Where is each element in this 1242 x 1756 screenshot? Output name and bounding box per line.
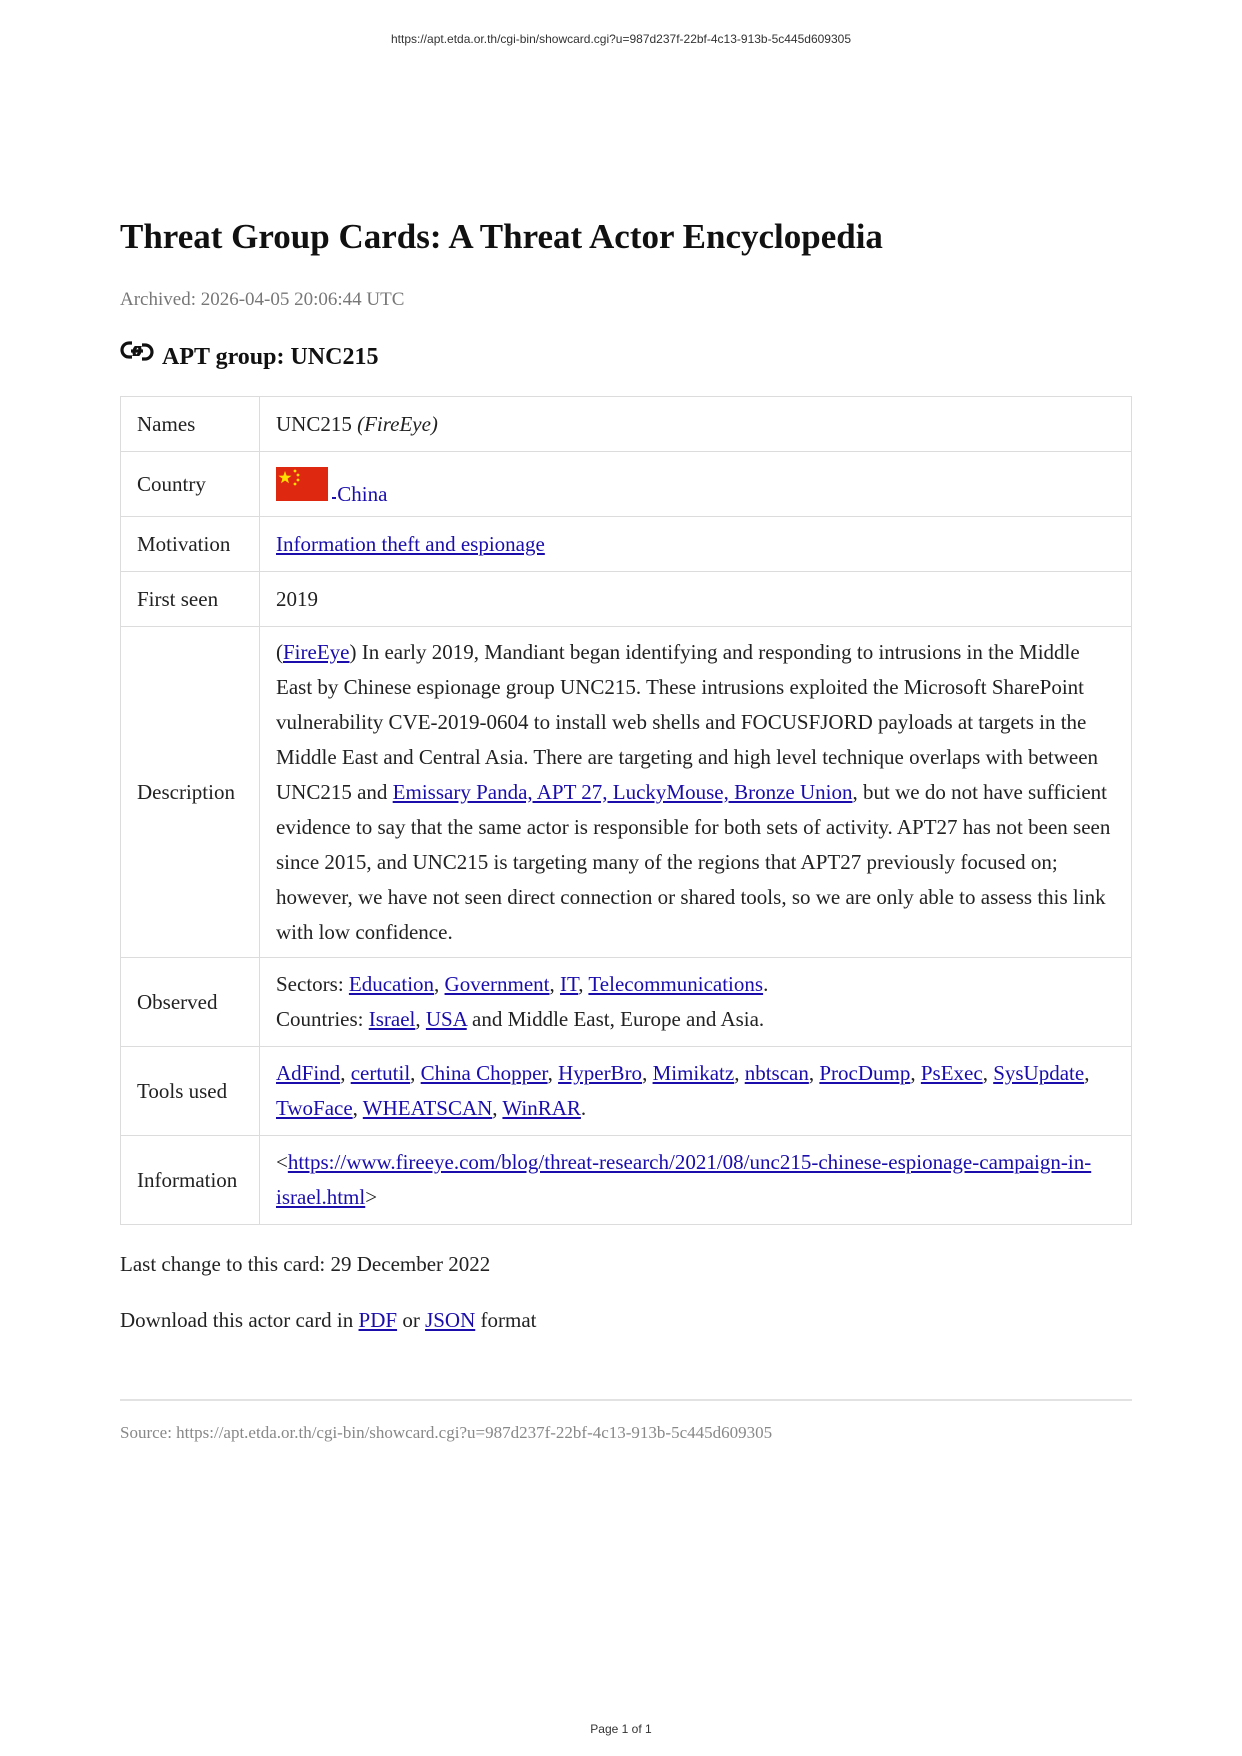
description-open-paren: ( bbox=[276, 639, 283, 664]
group-heading-text: APT group: UNC215 bbox=[162, 344, 379, 370]
table-row-motivation bbox=[121, 517, 1132, 572]
tool-link-wheatscan[interactable]: WHEATSCAN bbox=[362, 1096, 493, 1120]
first-seen-value: 2019 bbox=[260, 572, 1132, 627]
source-url: Source: https://apt.etda.or.th/cgi-bin/showcard.cgi?u=987d237f-22bf-4c13-913b-5c445d609305 bbox=[120, 1423, 773, 1442]
observed-countries: Countries: Israel, USA and Middle East, Europe and Asia. bbox=[276, 1007, 765, 1031]
tools-value: AdFind, certutil, China Chopper, HyperBro, Mimikatz, nbtscan, ProcDump, PsExec, SysUpdate, TwoFace, WHEATSCAN, WinRAR. bbox=[260, 1047, 1132, 1136]
countries-suffix: and Middle East, Europe and Asia. bbox=[466, 1007, 765, 1031]
tools-label: Tools used bbox=[121, 1047, 260, 1136]
tool-link-twoface[interactable]: TwoFace bbox=[276, 1096, 353, 1120]
country-value bbox=[260, 452, 1132, 517]
tool-link-nbtscan[interactable]: nbtscan bbox=[744, 1061, 809, 1085]
china-flag-icon bbox=[276, 467, 328, 501]
sector-link-education[interactable]: Education bbox=[348, 972, 435, 996]
group-heading bbox=[120, 340, 1132, 372]
download-line bbox=[120, 1305, 1132, 1335]
observed-label: Observed bbox=[121, 958, 260, 1047]
sector-link-it[interactable]: IT bbox=[560, 972, 579, 996]
tool-link-psexec[interactable]: PsExec bbox=[920, 1061, 983, 1085]
information-label: Information bbox=[121, 1136, 260, 1225]
country-name: China bbox=[332, 482, 388, 506]
names-value bbox=[260, 397, 1132, 452]
tool-link-mimikatz[interactable]: Mimikatz bbox=[652, 1061, 735, 1085]
table-row-description bbox=[121, 627, 1132, 958]
sector-link-government[interactable]: Government bbox=[444, 972, 550, 996]
tool-link-china-chopper[interactable]: China Chopper bbox=[420, 1061, 548, 1085]
page-title: Threat Group Cards: A Threat Actor Encyclopedia bbox=[120, 217, 883, 256]
description-label: Description bbox=[121, 627, 260, 958]
header-url: https://apt.etda.or.th/cgi-bin/showcard.cgi?u=987d237f-22bf-4c13-913b-5c445d609305 bbox=[391, 32, 851, 46]
tool-link-certutil[interactable]: certutil bbox=[350, 1061, 411, 1085]
motivation-link[interactable]: Information theft and espionage bbox=[276, 531, 545, 556]
observed-value bbox=[260, 958, 1132, 1047]
names-label: Names bbox=[121, 397, 260, 452]
tool-link-procdump[interactable]: ProcDump bbox=[819, 1061, 911, 1085]
description-text-2: , but we do not have sufficient evidence to say that the same actor is responsible for both sets of activity. APT27 has not been seen since 2015, and UNC215 is targeting many of the regions that APT27 previously focused on; however, we have not seen direct connection or shared tools, so we are only able to assess this link with low confidence. bbox=[276, 779, 1111, 944]
tool-link-adfind[interactable]: AdFind bbox=[276, 1061, 341, 1085]
description-text-1: ) In early 2019, Mandiant began identifying and responding to intrusions in the Middle East by Chinese espionage group UNC215. These intrusions exploited the Microsoft SharePoint vulnerability CVE-2019-0604 to install web shells and FOCUSFJORD payloads at targets in the Middle East and Central Asia. There are targeting and high level technique overlaps with between UNC215 and bbox=[276, 639, 1099, 804]
last-change-text: Last change to this card: 29 December 2022 bbox=[120, 1252, 491, 1276]
actor-card-table bbox=[120, 396, 1132, 1225]
link-icon[interactable] bbox=[120, 340, 154, 362]
table-row-names bbox=[121, 397, 1132, 452]
country-link[interactable] bbox=[276, 476, 388, 506]
download-or: or bbox=[397, 1308, 426, 1332]
table-row-first-seen bbox=[121, 572, 1132, 627]
country-label: Country bbox=[121, 452, 260, 517]
motivation-label: Motivation bbox=[121, 517, 260, 572]
information-url-link[interactable]: https://www.fireeye.com/blog/threat-research/2021/08/unc215-chinese-espionage-campaign-in-israel.html bbox=[276, 1150, 1092, 1209]
main-content bbox=[120, 212, 1132, 1445]
info-open-bracket: < bbox=[276, 1150, 288, 1174]
archived-timestamp: Archived: 2026-04-05 20:06:44 UTC bbox=[120, 289, 405, 310]
motivation-value bbox=[260, 517, 1132, 572]
table-row-information bbox=[121, 1136, 1132, 1225]
table-row-observed bbox=[121, 958, 1132, 1047]
table-row-tools bbox=[121, 1047, 1132, 1136]
sector-link-telecommunications[interactable]: Telecommunications bbox=[588, 972, 764, 996]
download-json-link[interactable]: JSON bbox=[425, 1308, 476, 1332]
country-link-israel[interactable]: Israel bbox=[368, 1007, 416, 1031]
download-pdf-link[interactable]: PDF bbox=[358, 1308, 398, 1332]
first-seen-label: First seen bbox=[121, 572, 260, 627]
description-value bbox=[260, 627, 1132, 958]
tool-link-hyperbro[interactable]: HyperBro bbox=[558, 1061, 643, 1085]
info-close-bracket: > bbox=[365, 1185, 378, 1209]
description-source-link[interactable]: FireEye bbox=[283, 639, 350, 664]
names-text: UNC215 bbox=[276, 411, 358, 436]
tool-link-winrar[interactable]: WinRAR bbox=[502, 1096, 581, 1120]
countries-label: Countries: bbox=[276, 1007, 369, 1031]
download-prefix: Download this actor card in bbox=[120, 1308, 359, 1332]
country-link-usa[interactable]: USA bbox=[425, 1007, 467, 1031]
description-related-link[interactable]: Emissary Panda, APT 27, LuckyMouse, Bronze Union bbox=[392, 779, 853, 804]
tool-link-sysupdate[interactable]: SysUpdate bbox=[993, 1061, 1085, 1085]
download-suffix: format bbox=[475, 1308, 537, 1332]
names-source: (FireEye) bbox=[357, 411, 438, 436]
sectors-label: Sectors: bbox=[276, 972, 349, 996]
footer-divider bbox=[120, 1399, 1132, 1401]
table-row-country bbox=[121, 452, 1132, 517]
information-value bbox=[260, 1136, 1132, 1225]
page-number: Page 1 of 1 bbox=[590, 1722, 652, 1736]
observed-sectors: Sectors: Education, Government, IT, Telecommunications. bbox=[276, 972, 769, 996]
